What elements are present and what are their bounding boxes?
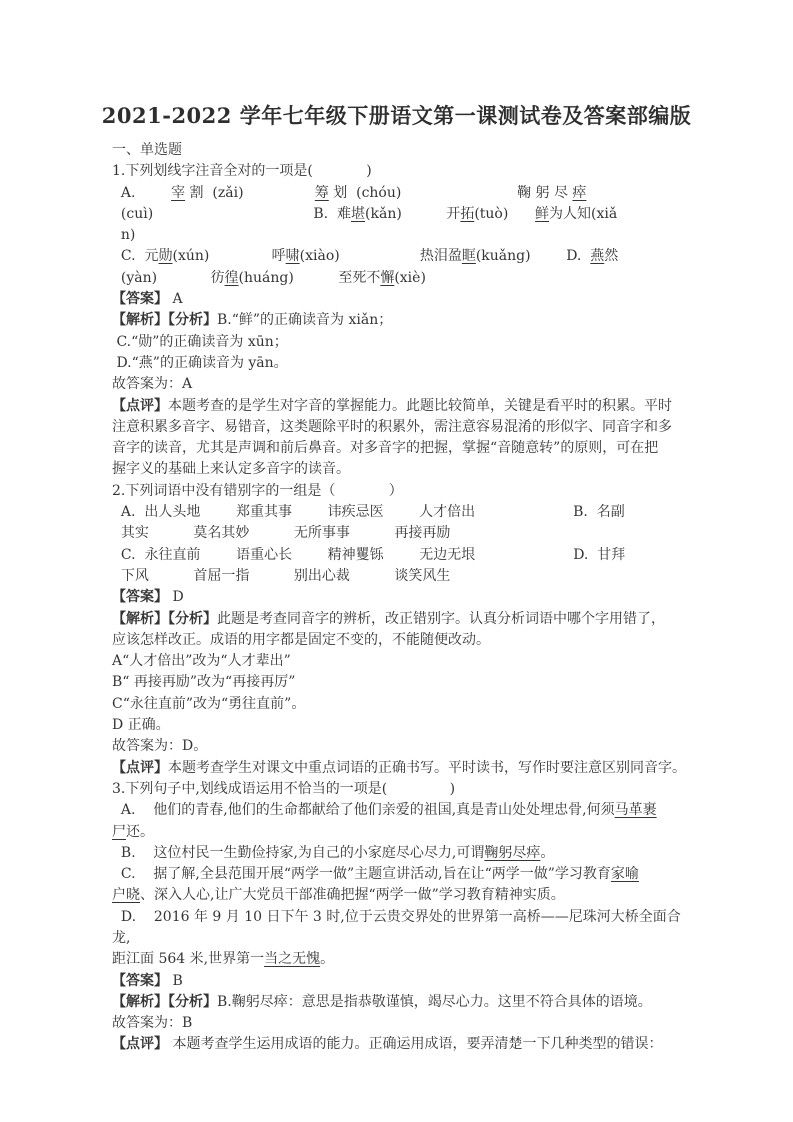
text-line <box>112 161 697 182</box>
text-segment <box>340 248 420 264</box>
document-title: 2021-2022 学年七年级下册语文第一课测试卷及答案部编版 <box>101 103 692 128</box>
text-segment: D 正确。 <box>112 717 170 734</box>
text-segment: 划 (chóu) <box>328 184 402 201</box>
text-segment: 故答案为：B <box>112 1015 193 1032</box>
document-body <box>0 130 793 1056</box>
text-line <box>112 183 697 204</box>
text-segment: (kuǎng) <box>475 248 531 265</box>
text-segment: 开 <box>446 205 461 222</box>
text-segment: C. 据了解,全县范围开展“两学一做”主题宣讲活动,旨在让“两学一做”学习教育 <box>112 866 611 883</box>
underlined-text: 户晓 <box>112 887 140 904</box>
underlined-text: 鲜 <box>535 205 550 222</box>
text-line <box>112 396 697 417</box>
text-segment: B“ 再接再励”改为“再接再厉” <box>112 674 296 691</box>
text-segment <box>531 248 567 264</box>
text-line <box>112 417 697 438</box>
underlined-text: 鞠躬尽瘁 <box>484 844 541 861</box>
text-segment: 音字的读音，尤其是声调和前后鼻音。对多音字的把握，掌握“音随意转”的原则，可在把 <box>112 440 659 457</box>
text-segment: 其实 莫名其妙 无所事事 再接再励 <box>112 525 451 542</box>
text-line <box>112 694 697 715</box>
underlined-text: 家喻 <box>610 866 639 883</box>
text-segment: 本题考查学生运用成语的能力。正确运用成语，要弄清楚一下几种类型的错误： <box>168 1036 663 1053</box>
text-segment: 。 <box>320 951 335 968</box>
text-segment: (huáng) <box>238 269 294 286</box>
text-segment: B. 这位村民一生勤俭持家,为自己的小家庭尽心尽力,可谓 <box>112 844 485 861</box>
text-segment: (xiè) <box>394 269 426 286</box>
text-line <box>112 140 697 161</box>
text-line <box>112 971 697 992</box>
text-segment: D.“燕”的正确读音为 yān。 <box>112 354 288 371</box>
text-segment: B. 难 <box>313 205 352 222</box>
section-label: 【答案】 <box>112 291 168 308</box>
text-segment: 距江面 564 米,世界第一 <box>112 951 265 968</box>
text-segment: 、深入人心,让广大党员干部准确把握“两学一做”学习教育精神实质。 <box>140 887 565 904</box>
text-segment: C“永往直前”改为“勇往直前”。 <box>112 695 306 712</box>
text-line <box>112 864 697 885</box>
text-segment <box>508 206 535 222</box>
text-line <box>112 779 697 800</box>
text-segment: B.“鲜”的正确读音为 xiǎn； <box>217 312 393 329</box>
text-line <box>112 459 697 480</box>
text-segment: 应该怎样改正。成语的用字都是固定不变的，不能随便改动。 <box>112 631 490 648</box>
text-segment <box>153 206 313 222</box>
text-segment: 1.下列划线字注音全对的一项是( ) <box>112 163 372 180</box>
text-segment: 下风 首屈一指 别出心裁 谈笑风生 <box>112 567 451 584</box>
text-segment: D. 甘拜 <box>573 546 626 563</box>
text-line <box>112 481 697 502</box>
text-line <box>112 949 697 970</box>
text-segment: 注意积累多音字、易错音，这类题除平时的积累外，需注意容易混淆的形似字、同音字和多 <box>112 418 672 435</box>
text-line <box>112 1034 697 1055</box>
text-segment: 2.下列词语中没有错别字的一组是（ ） <box>112 482 403 499</box>
text-segment: D. 2016 年 9 月 10 日下午 3 时,位于云贵交界处的世界第一高桥——尼珠河大桥全面合龙, <box>112 908 681 946</box>
text-line <box>112 1013 697 1034</box>
text-segment: (yàn) <box>112 269 158 286</box>
text-line <box>112 907 697 950</box>
text-line <box>112 332 697 353</box>
text-line <box>112 374 697 395</box>
text-segment: D. <box>566 248 591 265</box>
text-segment: B.鞠躬尽瘁：意思是指恭敬谨慎，竭尽心力。这里不符合具体的语境。 <box>217 993 652 1010</box>
underlined-text: 马革裹 <box>614 802 657 819</box>
underlined-text: 堪 <box>351 205 366 222</box>
text-segment: C. 永往直前 语重心长 精神矍铄 无边无垠 <box>112 546 476 563</box>
text-line <box>112 736 697 757</box>
text-line <box>112 992 697 1013</box>
underlined-text: 瘁 <box>572 184 587 201</box>
underlined-text: 徨 <box>224 269 239 286</box>
text-line <box>112 672 697 693</box>
text-line <box>112 310 697 331</box>
text-line <box>112 225 697 246</box>
underlined-text: 眶 <box>461 248 476 265</box>
underlined-text: 勋 <box>158 248 173 265</box>
text-segment: n) <box>112 227 136 244</box>
text-segment: 鞠 躬 尽 <box>517 184 573 201</box>
text-line <box>112 843 697 864</box>
text-segment: 割 (zǎi) <box>185 184 244 201</box>
section-label: 【解析】【分析】 <box>112 610 217 627</box>
text-line <box>112 204 697 225</box>
underlined-text: 啸 <box>285 248 300 265</box>
text-line <box>112 502 697 523</box>
text-segment: (xún) <box>172 248 210 265</box>
text-segment: 故答案为：A <box>112 376 193 393</box>
text-line <box>112 885 697 906</box>
section-label: 【答案】 <box>112 972 168 989</box>
text-segment: B. 名副 <box>573 504 625 521</box>
text-segment <box>157 270 210 286</box>
text-segment: B <box>168 972 183 989</box>
underlined-text: 尸 <box>112 823 126 840</box>
underlined-text: 拓 <box>460 205 475 222</box>
text-line <box>112 715 697 736</box>
underlined-text: 筹 <box>314 184 329 201</box>
text-segment <box>475 547 573 563</box>
section-label: 【解析】【分析】 <box>112 312 217 329</box>
text-segment <box>244 185 315 201</box>
text-segment: A“人才倍出”改为“人才辈出” <box>112 653 291 670</box>
text-segment: 本题考查学生对课文中重点词语的正确书写。平时读书，写作时要注意区别同音字。 <box>168 759 686 776</box>
text-segment: A. <box>112 184 172 201</box>
section-label: 【点评】 <box>112 1036 168 1053</box>
text-line <box>112 800 697 821</box>
text-line <box>112 289 697 310</box>
text-line <box>112 758 697 779</box>
text-line <box>112 246 697 267</box>
text-line <box>112 566 697 587</box>
text-segment: 握字义的基础上来认定多音字的读音。 <box>112 461 350 478</box>
text-segment: 为人知(xiǎ <box>549 205 618 222</box>
text-line <box>112 523 697 544</box>
text-line <box>112 630 697 651</box>
section-label: 【点评】 <box>112 759 168 776</box>
text-segment: 。 <box>540 844 555 861</box>
underlined-text: 燕 <box>590 248 605 265</box>
text-segment <box>475 504 573 520</box>
text-segment: 故答案为：D。 <box>112 738 208 755</box>
text-segment <box>402 206 447 222</box>
text-segment: 至死不 <box>338 269 381 286</box>
text-segment: (kǎn) <box>365 205 402 222</box>
text-segment: A. 出人头地 郑重其事 讳疾忌医 人才倍出 <box>112 504 476 521</box>
text-segment: (xiào) <box>299 248 340 265</box>
underlined-text: 当之无愧 <box>264 951 321 968</box>
text-segment <box>294 270 339 286</box>
text-segment: C. 元 <box>112 248 159 265</box>
section-label: 【点评】 <box>112 397 168 414</box>
text-segment <box>209 248 271 264</box>
text-segment: A. 他们的青春,他们的生命都献给了他们亲爱的祖国,真是青山处处埋忠骨,何须 <box>112 802 615 819</box>
text-segment: 一、单选题 <box>112 142 182 158</box>
text-segment: 热泪盈 <box>419 248 462 265</box>
text-segment: 3.下列句子中,划线成语运用不恰当的一项是( ) <box>112 780 456 797</box>
text-line <box>112 651 697 672</box>
text-segment: D <box>168 589 184 606</box>
text-segment: (cuì) <box>112 205 154 222</box>
underlined-text: 宰 <box>171 184 186 201</box>
text-line <box>112 587 697 608</box>
text-segment: 然 <box>604 248 619 265</box>
section-label: 【解析】【分析】 <box>112 993 217 1010</box>
section-label: 【答案】 <box>112 589 168 606</box>
text-line <box>112 353 697 374</box>
text-line <box>112 545 697 566</box>
text-segment: A <box>168 291 183 308</box>
text-segment: C.“勋”的正确读音为 xūn； <box>112 333 288 350</box>
text-segment <box>401 185 517 201</box>
text-segment: 彷 <box>210 269 225 286</box>
text-segment: (tuò) <box>474 205 509 222</box>
text-line <box>112 822 697 843</box>
underlined-text: 懈 <box>380 269 395 286</box>
text-segment: 此题是考查同音字的辨析，改正错别字。认真分析词语中哪个字用错了， <box>217 610 665 627</box>
text-segment: 本题考查的是学生对字音的掌握能力。此题比较简单，关键是看平时的积累。平时 <box>168 397 672 414</box>
text-line <box>112 609 697 630</box>
text-line <box>112 438 697 459</box>
text-segment: 呼 <box>271 248 286 265</box>
text-line <box>112 268 697 289</box>
text-segment: 还。 <box>126 823 154 840</box>
